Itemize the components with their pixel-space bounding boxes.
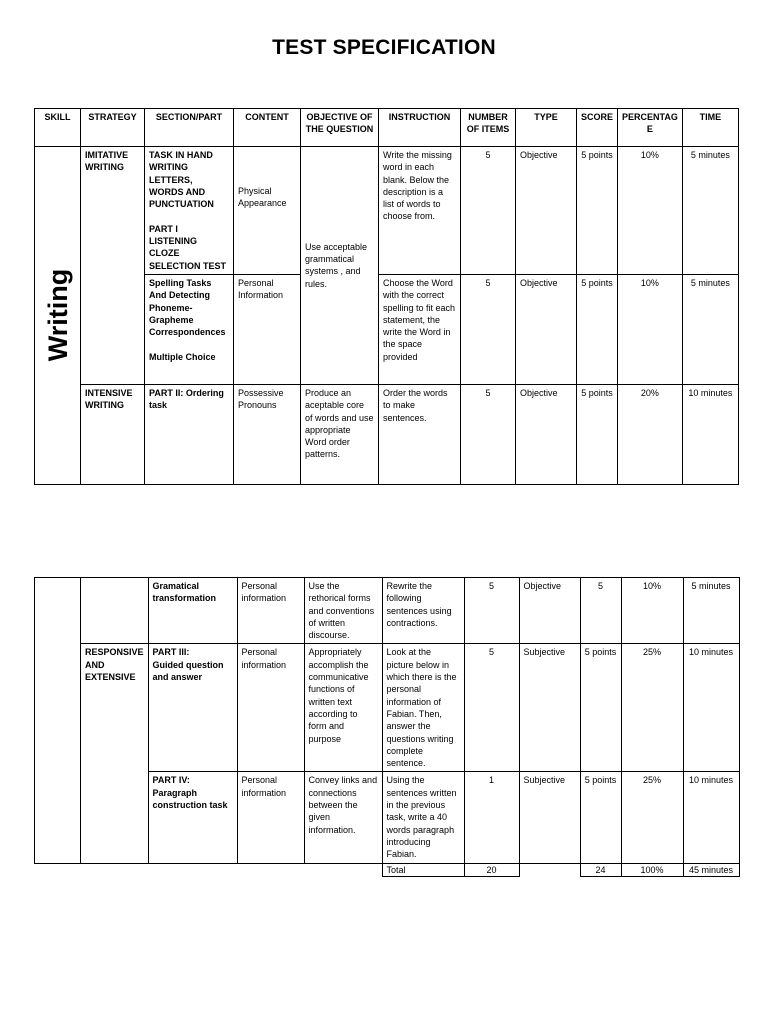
percentage-cell: 25% — [621, 772, 683, 863]
percentage-cell: 10% — [618, 147, 683, 275]
total-items: 20 — [464, 863, 519, 876]
content-cell: Personal information — [237, 772, 304, 863]
header-percentage: PERCENTAG E — [618, 109, 683, 147]
type-cell: Objective — [519, 578, 580, 644]
content-cell: Physical Appearance — [234, 147, 301, 275]
type-cell: Subjective — [519, 772, 580, 863]
header-skill: SKILL — [35, 109, 81, 147]
time-cell: 10 minutes — [682, 384, 738, 484]
score-cell: 5 — [580, 578, 621, 644]
table-row — [35, 384, 739, 484]
type-cell: Objective — [516, 274, 577, 384]
totals-row — [35, 863, 740, 876]
objective-cell: Use the rethorical forms and conventions of written discourse. — [304, 578, 382, 644]
score-cell: 5 points — [580, 644, 621, 772]
content-cell: Personal Information — [234, 274, 301, 384]
objective-cell: Appropriately accomplish the communicative functions of written text according to form and purpose — [304, 644, 382, 772]
spec-table-part-1 — [34, 108, 739, 485]
header-score: SCORE — [577, 109, 618, 147]
items-cell: 5 — [461, 384, 516, 484]
objective-cell: Produce an aceptable core of words and use appropriate Word order patterns. — [301, 384, 379, 484]
items-cell: 5 — [461, 147, 516, 275]
items-cell: 5 — [461, 274, 516, 384]
header-row — [35, 109, 739, 147]
header-items: NUMBER OF ITEMS — [461, 109, 516, 147]
instruction-cell: Order the words to make sentences. — [379, 384, 461, 484]
instruction-cell: Write the missing word in each blank. Below the description is a list of words to choose from. — [379, 147, 461, 275]
instruction-cell: Rewrite the following sentences using contractions. — [382, 578, 464, 644]
time-cell: 10 minutes — [683, 772, 739, 863]
header-strategy: STRATEGY — [81, 109, 145, 147]
strategy-cell — [81, 578, 149, 644]
header-time: TIME — [682, 109, 738, 147]
items-cell: 5 — [464, 578, 519, 644]
time-cell: 5 minutes — [682, 274, 738, 384]
content-cell: Possessive Pronouns — [234, 384, 301, 484]
table-row — [35, 147, 739, 275]
content-cell: Personal information — [237, 578, 304, 644]
section-cell: PART II: Ordering task — [145, 384, 234, 484]
percentage-cell: 10% — [618, 274, 683, 384]
table-row — [35, 578, 740, 644]
score-cell: 5 points — [577, 384, 618, 484]
strategy-cell: RESPONSIVE AND EXTENSIVE — [81, 644, 149, 863]
skill-label: Writing — [42, 269, 73, 362]
total-label: Total — [382, 863, 464, 876]
section-cell: Gramatical transformation — [148, 578, 237, 644]
score-cell: 5 points — [577, 274, 618, 384]
percentage-cell: 10% — [621, 578, 683, 644]
instruction-cell: Using the sentences written in the previous task, write a 40 words paragraph introducing Fabian. — [382, 772, 464, 863]
strategy-cell: INTENSIVE WRITING — [81, 384, 145, 484]
content-cell: Personal information — [237, 644, 304, 772]
instruction-cell: Choose the Word with the correct spelling to fit each statement, the write the Word in the space provided — [379, 274, 461, 384]
type-cell: Objective — [516, 384, 577, 484]
total-time: 45 minutes — [683, 863, 739, 876]
header-objective: OBJECTIVE OF THE QUESTION — [301, 109, 379, 147]
time-cell: 5 minutes — [683, 578, 739, 644]
header-content: CONTENT — [234, 109, 301, 147]
score-cell: 5 points — [577, 147, 618, 275]
header-section: SECTION/PART — [145, 109, 234, 147]
page-title: TEST SPECIFICATION — [272, 36, 496, 59]
percentage-cell: 20% — [618, 384, 683, 484]
section-cell: PART III: Guided question and answer — [148, 644, 237, 772]
skill-cell — [35, 147, 81, 485]
section-cell: TASK IN HAND WRITING LETTERS, WORDS AND PUNCTUATION PART I LISTENING CLOZE SELECTION TEST — [145, 147, 234, 275]
score-cell: 5 points — [580, 772, 621, 863]
header-type: TYPE — [516, 109, 577, 147]
objective-cell: Convey links and connections between the given information. — [304, 772, 382, 863]
table-row — [35, 644, 740, 772]
time-cell: 5 minutes — [682, 147, 738, 275]
type-cell: Objective — [516, 147, 577, 275]
time-cell: 10 minutes — [683, 644, 739, 772]
items-cell: 1 — [464, 772, 519, 863]
skill-cell — [35, 578, 81, 864]
percentage-cell: 25% — [621, 644, 683, 772]
items-cell: 5 — [464, 644, 519, 772]
instruction-cell: Look at the picture below in which there is the personal information of Fabian. Then, answer the questions writing complete sentence. — [382, 644, 464, 772]
header-instruction: INSTRUCTION — [379, 109, 461, 147]
section-cell: PART IV: Paragraph construction task — [148, 772, 237, 863]
section-cell: Spelling Tasks And Detecting Phoneme-Grapheme Correspondences Multiple Choice — [145, 274, 234, 384]
strategy-cell: IMITATIVE WRITING — [81, 147, 145, 385]
total-score: 24 — [580, 863, 621, 876]
total-percentage: 100% — [621, 863, 683, 876]
objective-cell: Use acceptable grammatical systems , and rules. — [301, 147, 379, 385]
type-cell: Subjective — [519, 644, 580, 772]
spec-table-part-2 — [34, 577, 740, 877]
